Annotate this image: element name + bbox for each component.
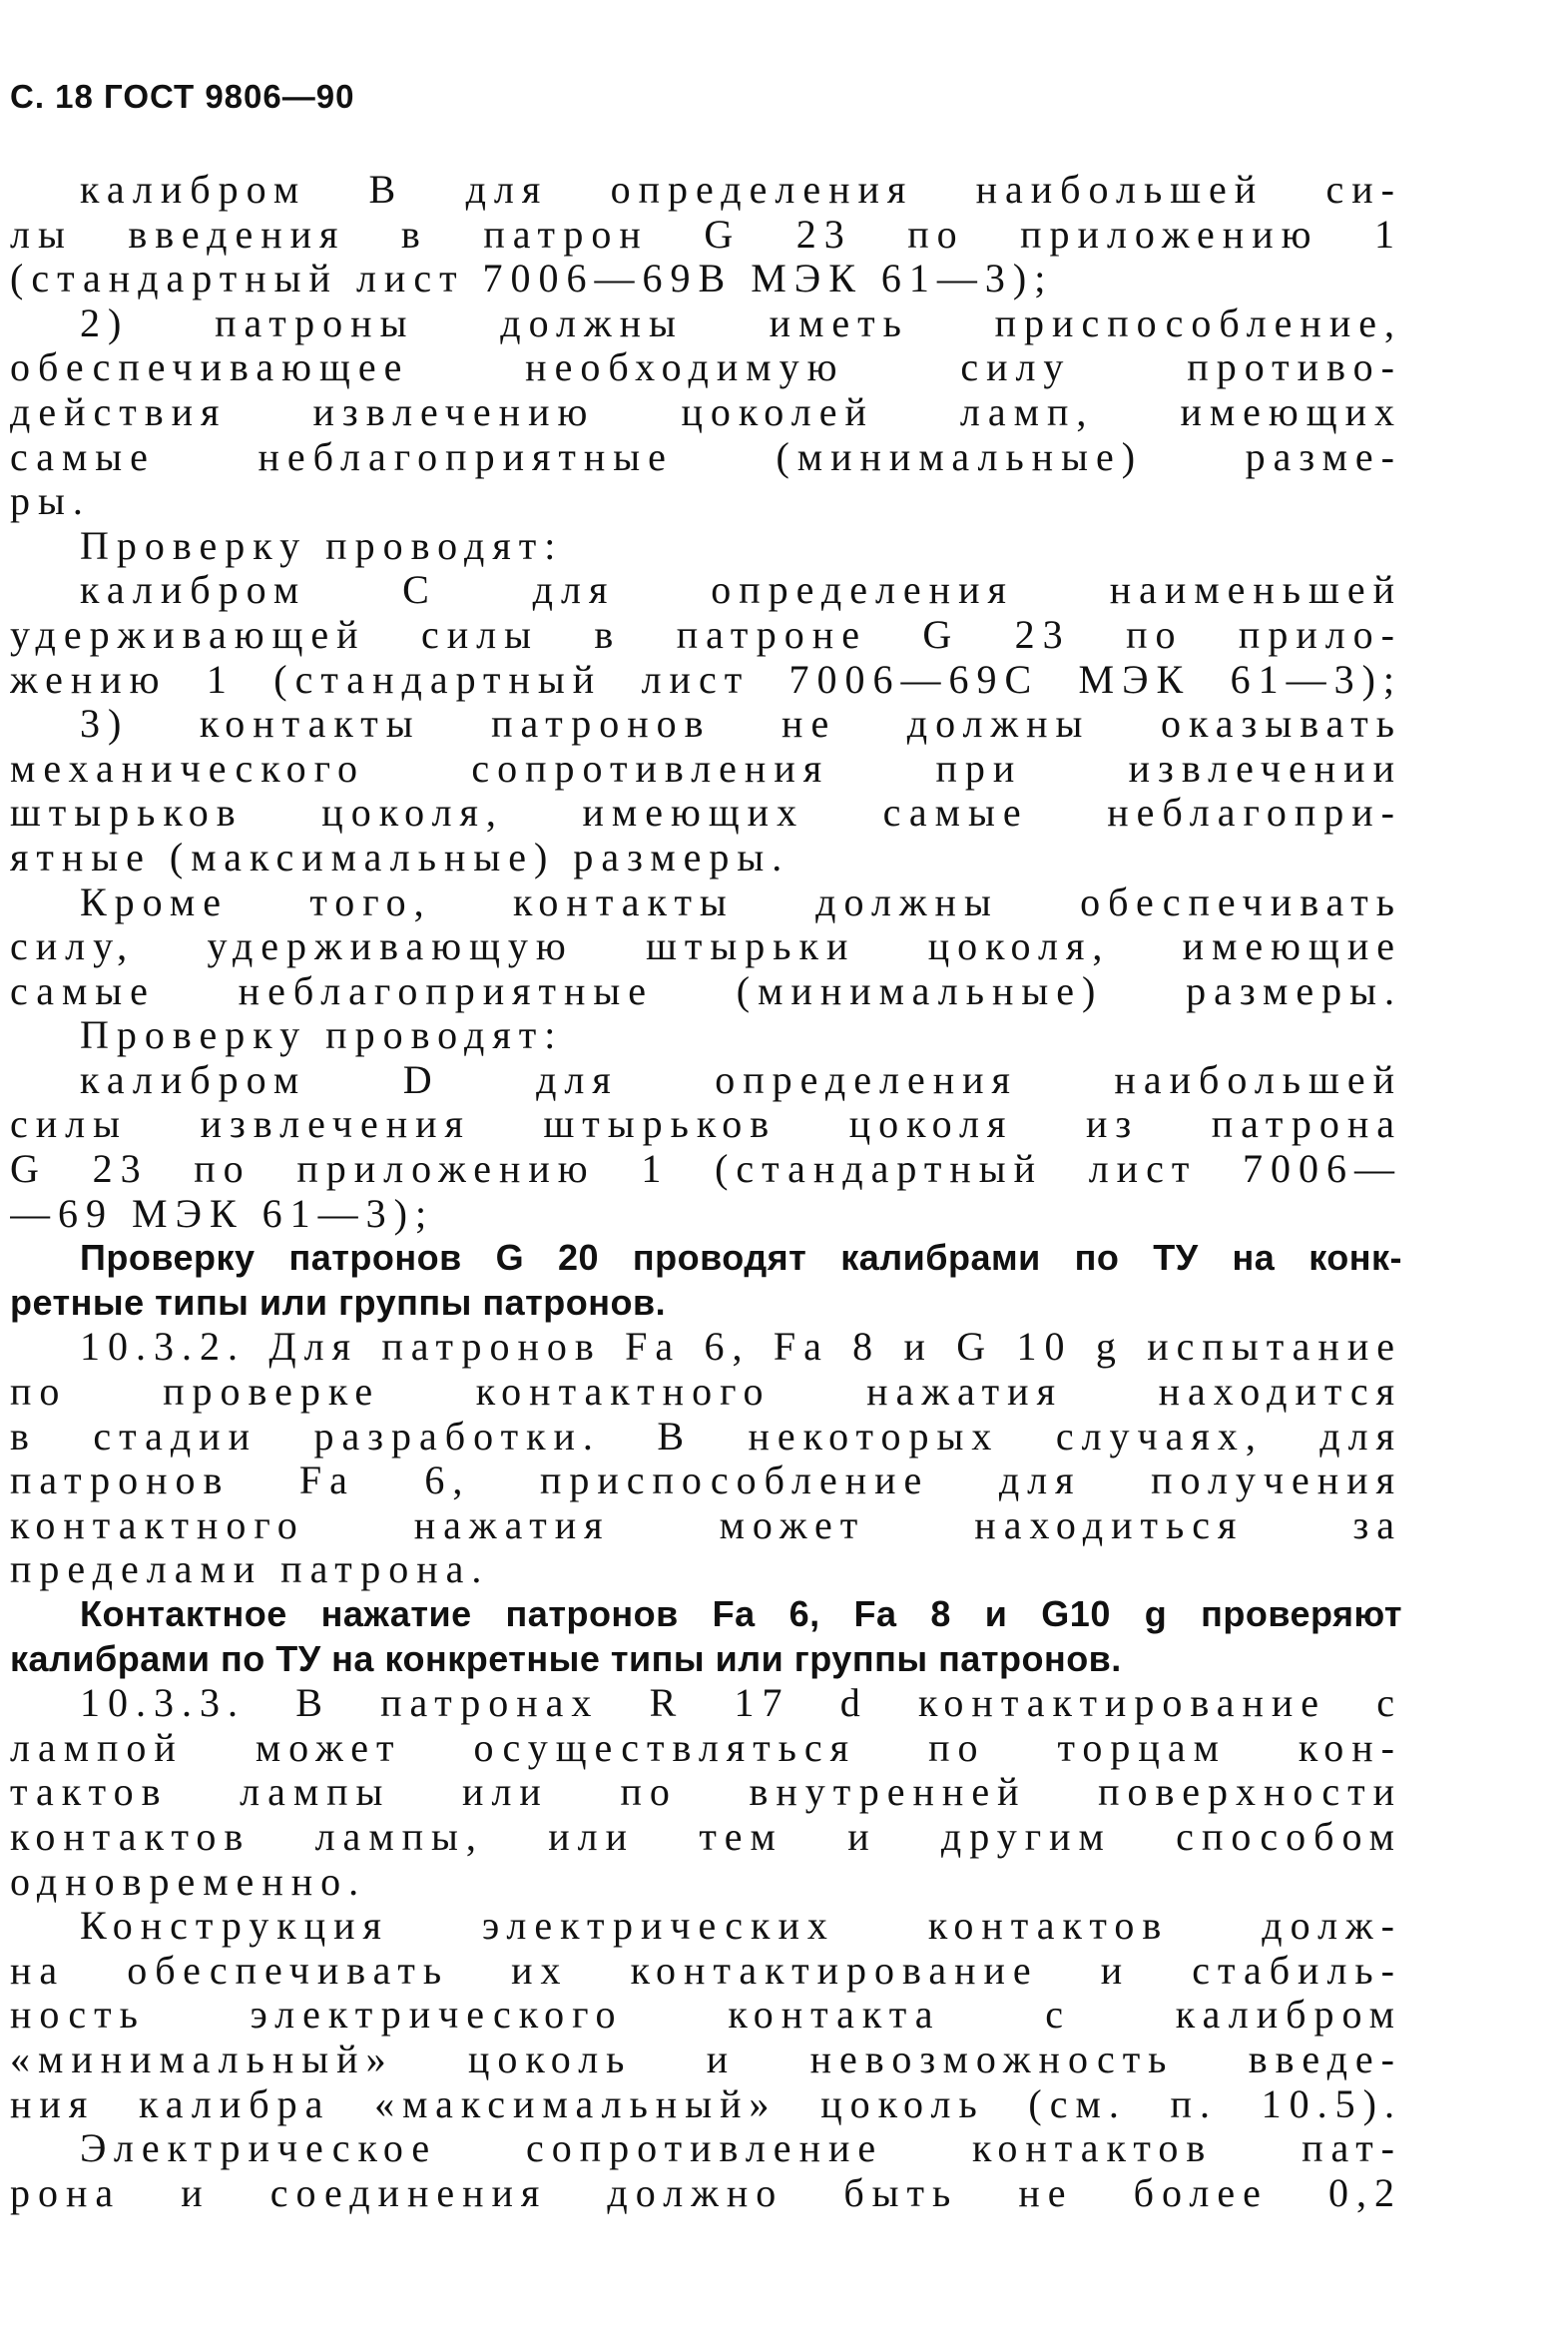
- text-line: обеспечивающее необходимую силу противо-: [10, 345, 1402, 390]
- text-line: ния калибра «максимальный» цоколь (см. п. 10.5).: [10, 2081, 1402, 2126]
- text-line: контактов лампы, или тем и другим способом: [10, 1814, 1402, 1859]
- text-line: калибром С для определения наименьшей: [80, 568, 1402, 613]
- text-line: калибром D для определения наибольшей: [80, 1057, 1402, 1102]
- text-line: лы введения в патрон G 23 по приложению 1: [10, 212, 1402, 257]
- bold-text-line: Контактное нажатие патронов Fa 6, Fa 8 и G10 g проверяют: [80, 1593, 1402, 1634]
- text-line: рона и соединения должно быть не более 0,2: [10, 2170, 1402, 2215]
- text-line: Конструкция электрических контактов долж-: [80, 1904, 1402, 1949]
- text-line: калибром В для определения наибольшей си-: [80, 168, 1402, 212]
- text-line: силы извлечения штырьков цоколя из патрона: [10, 1102, 1402, 1147]
- text-line: жению 1 (стандартный лист 7006—69С МЭК 61—3);: [10, 657, 1402, 702]
- text-line: ры.: [10, 479, 91, 524]
- text-line: пределами патрона.: [10, 1547, 490, 1592]
- text-line: механического сопротивления при извлечении: [10, 746, 1402, 791]
- text-line: —69 МЭК 61—3);: [10, 1191, 435, 1236]
- text-line: 10.3.2. Для патронов Fa 6, Fa 8 и G 10 g испытание: [80, 1325, 1402, 1370]
- text-line: контактного нажатия может находиться за: [10, 1502, 1402, 1547]
- text-line: 10.3.3. В патронах R 17 d контактирование с: [80, 1681, 1402, 1726]
- text-line: одновременно.: [10, 1859, 367, 1904]
- text-line: Кроме того, контакты должны обеспечивать: [80, 879, 1402, 924]
- document-body: [10, 168, 1402, 2215]
- text-line: Проверку проводят:: [80, 1013, 564, 1058]
- text-line: Электрическое сопротивление контактов пат-: [80, 2126, 1402, 2171]
- bold-text-line: калибрами по ТУ на конкретные типы или группы патронов.: [10, 1637, 1122, 1679]
- text-line: ятные (максимальные) размеры.: [10, 835, 790, 879]
- text-line: патронов Fa 6, приспособление для получения: [10, 1459, 1402, 1503]
- text-line: 3) контакты патронов не должны оказывать: [80, 702, 1402, 747]
- bold-text-line: Проверку патронов G 20 проводят калибрами по ТУ на конк-: [80, 1237, 1402, 1279]
- text-line: самые неблагоприятные (минимальные) разме-: [10, 434, 1402, 479]
- bold-text-line: ретные типы или группы патронов.: [10, 1281, 667, 1323]
- text-line: 2) патроны должны иметь приспособление,: [80, 300, 1402, 345]
- text-line: G 23 по приложению 1 (стандартный лист 7006—: [10, 1147, 1402, 1192]
- text-line: штырьков цоколя, имеющих самые неблагопри-: [10, 791, 1402, 836]
- text-line: на обеспечивать их контактирование и стабиль-: [10, 1948, 1402, 1993]
- text-line: по проверке контактного нажатия находится: [10, 1370, 1402, 1415]
- page-header: С. 18 ГОСТ 9806—90: [10, 78, 355, 115]
- text-line: в стадии разработки. В некоторых случаях, для: [10, 1414, 1402, 1459]
- text-line: силу, удерживающую штырьки цоколя, имеющие: [10, 924, 1402, 969]
- text-line: «минимальный» цоколь и невозможность введе-: [10, 2037, 1402, 2081]
- text-line: лампой может осуществляться по торцам кон-: [10, 1725, 1402, 1770]
- text-line: удерживающей силы в патроне G 23 по прило-: [10, 612, 1402, 657]
- text-line: самые неблагоприятные (минимальные) размеры.: [10, 968, 1402, 1013]
- text-line: тактов лампы или по внутренней поверхности: [10, 1770, 1402, 1815]
- text-line: Проверку проводят:: [80, 523, 564, 568]
- text-line: действия извлечению цоколей ламп, имеющих: [10, 389, 1402, 434]
- text-line: ность электрического контакта с калибром: [10, 1993, 1402, 2038]
- text-line: (стандартный лист 7006—69В МЭК 61—3);: [10, 257, 1054, 301]
